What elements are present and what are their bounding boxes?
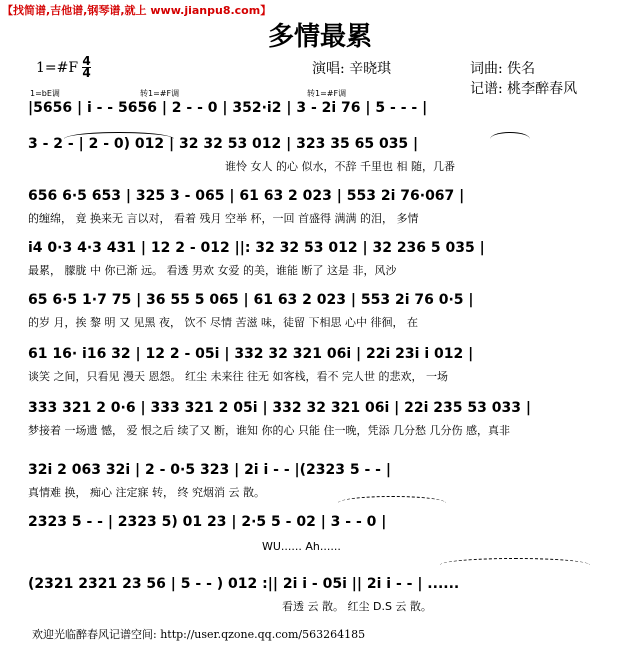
score-line-3-notes: 656 6·5 653 | 325 3 - 065 | 61 63 2 023 | 553 2i 76·067 | [28,188,465,204]
score-line-10-lyrics: 看透 云 散。 红尘 D.S 云 散。 [282,600,432,613]
time-signature [82,56,91,79]
annotation-key-change-2: 转1=#F调 [307,89,347,98]
score-line-2-lyrics: 谁怜 女人 的心 似水，不辞 千里也 相 随，几番 [225,160,455,173]
time-signature-top: 4 [82,54,91,68]
song-title: 多情最累 [267,22,372,52]
score-line-6-notes: 61 16· i16 32 | 12 2 - 05i | 332 32 321 06i | 22i 23i i 012 | [28,346,474,362]
footer-credit: 欢迎光临醉春风记谱空间: http://user.qzone.qq.com/563264185 [32,628,366,641]
key-signature: 1=#F [36,60,79,76]
volta-bracket [440,558,590,565]
volta-bracket [338,496,446,503]
score-line-9-notes: 2323 5 - - | 2323 5) 01 23 | 2·5 5 - 02 | 3 - - 0 | [28,514,387,530]
annotation-key-original: 1=bE调 [30,89,60,98]
score-line-10-notes: (2321 2321 23 56 | 5 - - ) 012 :|| 2i i - 05i || 2i i - - | ...... [28,576,460,592]
composer-credit: 词曲: 佚名 [470,61,536,77]
site-banner: 【找简谱,吉他谱,钢琴谱,就上 www.jianpu8.com】 [2,4,272,17]
score-line-5-notes: 65 6·5 1·7 75 | 36 55 5 065 | 61 63 2 023 | 553 2i 76 0·5 | [28,292,474,308]
score-line-4-notes: i4 0·3 4·3 431 | 12 2 - 012 ||: 32 32 53 012 | 32 236 5 035 | [28,240,485,256]
score-line-9-lyrics: WU...... Ah...... [262,540,341,553]
slur-mark [490,132,530,139]
slur-mark [64,132,174,139]
score-line-5-lyrics: 的岁 月，挨 黎 明 又 见黑 夜， 饮不 尽情 苦滋 味，徒留 下相思 心中 徘徊， 在 [28,316,418,329]
score-line-6-lyrics: 谈笑 之间，只看见 漫天 恩怨。 红尘 未来往 往无 如客栈，看不 完人世 的悲欢， 一场 [28,370,448,383]
score-line-2-notes: 3 - 2 - | 2 - 0) 012 | 32 32 53 012 | 323 35 65 035 | [28,136,419,152]
transcriber-credit: 记谱: 桃李醉春风 [470,81,578,97]
score-line-8-lyrics: 真情难 换， 痴心 注定寐 转， 终 究烟消 云 散。 [28,486,265,499]
score-line-7-notes: 333 321 2 0·6 | 333 321 2 05i | 332 32 321 06i | 22i 235 53 033 | [28,400,531,416]
time-signature-bottom: 4 [82,66,91,80]
score-line-1-notes: |5656 | i - - 5656 | 2 - - 0 | 352·i2 | 3 - 2i 76 | 5 - - - | [28,100,428,116]
score-line-7-lyrics: 梦接着 一场遗 憾， 爱 恨之后 续了又 断，谁知 你的心 只能 住一晚，凭添 几分愁 几分伤 感，真非 [28,424,510,437]
score-line-8-notes: 32i 2 063 32i | 2 - 0·5 323 | 2i i - - |(2323 5 - - | [28,462,391,478]
score-line-3-lyrics: 的缠绵， 竟 换来无 言以对， 看着 残月 空举 杯，一回 首盛得 满满 的泪， 多情 [28,212,419,225]
singer-credit: 演唱: 辛晓琪 [312,61,392,77]
annotation-key-change: 转1=#F调 [140,89,180,98]
score-line-4-lyrics: 最累， 朦胧 中 你已渐 远。 看透 男欢 女爱 的美，谁能 断了 这是 非，风沙 [28,264,397,277]
